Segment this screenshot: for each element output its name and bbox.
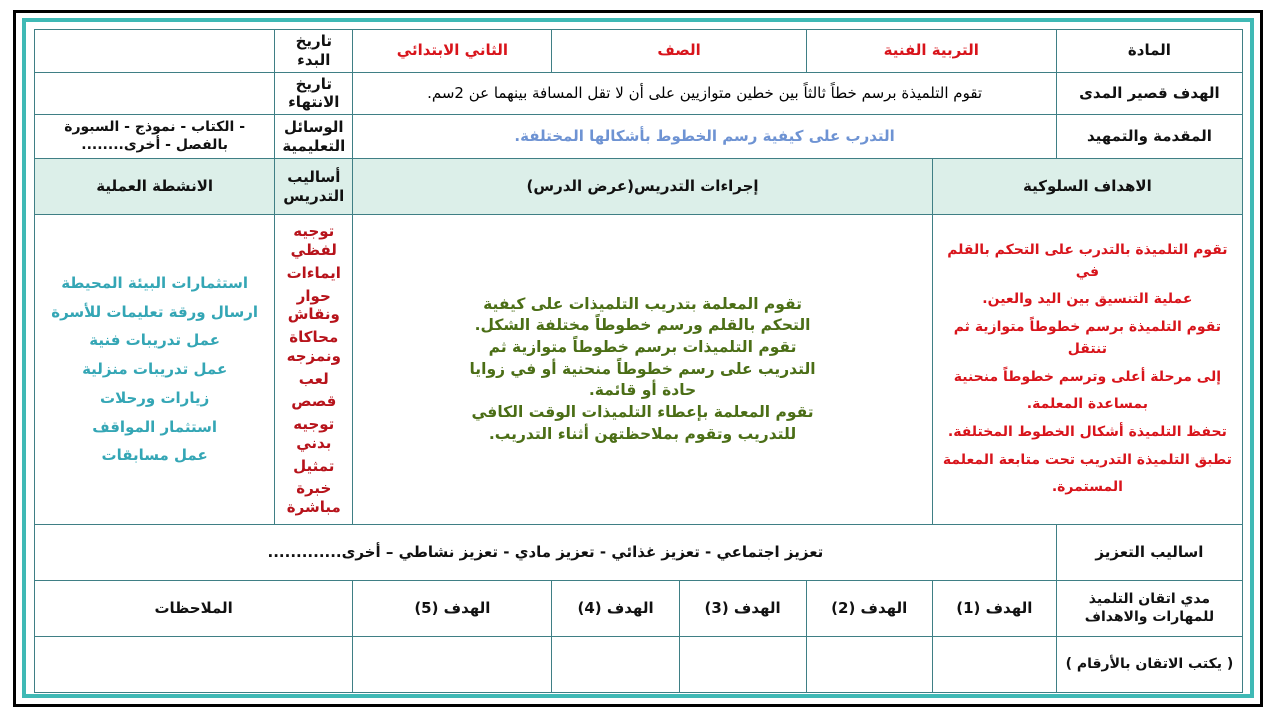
start-date-label: تاريخ البدء bbox=[275, 30, 353, 73]
method-item: خبرة مباشرة bbox=[286, 479, 341, 516]
procedures-cell bbox=[353, 215, 932, 525]
objective-line: بمساعدة المعلمة. bbox=[1026, 396, 1148, 413]
activity-item: استثمارات البيئة المحيطة bbox=[61, 273, 249, 292]
procedure-line: للتدريب وتقوم بملاحظتهن أثناء التدريب. bbox=[488, 424, 797, 443]
objective-line: المستمرة. bbox=[1051, 479, 1123, 496]
method-item: توجيه بدني bbox=[293, 415, 335, 452]
activity-item: عمل تدريبات فنية bbox=[89, 331, 220, 350]
activities-cell bbox=[35, 215, 275, 525]
remarks-value bbox=[35, 637, 353, 693]
procedure-line: تقوم المعلمة بإعطاء التلميذات الوقت الكافي bbox=[471, 403, 814, 422]
start-date-value bbox=[35, 30, 275, 73]
method-item: ايماءات bbox=[286, 263, 341, 282]
aids-value bbox=[35, 115, 275, 159]
objectives-cell bbox=[932, 215, 1242, 525]
method-item: تمثيل bbox=[293, 456, 335, 475]
mastery-goal-4: الهدف (4) bbox=[552, 581, 679, 637]
procedure-line: تقوم التلميذات برسم خطوطاً متوازية ثم bbox=[488, 337, 797, 356]
method-item: توجيه لفظي bbox=[290, 222, 337, 259]
objective-line: تقوم التلميذة برسم خطوطاً متوازية ثم تنتقل bbox=[953, 319, 1222, 357]
procedure-line: التحكم بالقلم ورسم خطوطاً مختلفة الشكل. bbox=[474, 316, 811, 335]
objective-line: تطبق التلميذة التدريب تحت متابعة المعلمة bbox=[942, 451, 1232, 468]
mastery-goal-5: الهدف (5) bbox=[353, 581, 552, 637]
activity-item: زيارات ورحلات bbox=[100, 388, 210, 407]
aids-line-1: - الكتاب - نموذج - السبورة bbox=[64, 119, 246, 135]
goal-label: الهدف قصير المدى bbox=[1056, 72, 1242, 115]
grade-label: الصف bbox=[552, 30, 806, 73]
goal-value: تقوم التلميذة برسم خطاً ثالثاً بين خطين متوازيين على أن لا تقل المسافة بينهما عن 2سم. bbox=[353, 72, 1057, 115]
intro-label: المقدمة والتمهيد bbox=[1056, 115, 1242, 159]
lesson-plan-table bbox=[34, 29, 1243, 693]
objective-line: عملية التنسيق بين اليد والعين. bbox=[982, 291, 1193, 308]
activity-item: استثمار المواقف bbox=[92, 417, 217, 436]
mastery-score-1 bbox=[932, 637, 1056, 693]
mastery-score-3 bbox=[679, 637, 806, 693]
mastery-goal-2: الهدف (2) bbox=[806, 581, 932, 637]
aids-line-2: بالفصل - أخرى........ bbox=[81, 136, 228, 153]
mastery-score-5 bbox=[353, 637, 552, 693]
intro-value: التدرب على كيفية رسم الخطوط بأشكالها المختلفة. bbox=[353, 115, 1057, 159]
methods-header: أساليب التدريس bbox=[275, 159, 353, 215]
activity-item: عمل تدريبات منزلية bbox=[82, 360, 228, 379]
procedure-line: التدريب على رسم خطوطاً منحنية أو في زوايا bbox=[469, 359, 816, 378]
mastery-goal-1: الهدف (1) bbox=[932, 581, 1056, 637]
mastery-score-4 bbox=[552, 637, 679, 693]
subject-value: التربية الفنية bbox=[806, 30, 1056, 73]
reinforcement-label: اساليب التعزيز bbox=[1056, 525, 1242, 581]
objectives-header: الاهداف السلوكية bbox=[932, 159, 1242, 215]
procedures-header: إجراءات التدريس(عرض الدرس) bbox=[353, 159, 932, 215]
activity-item: ارسال ورقة تعليمات للأسرة bbox=[51, 302, 259, 321]
mastery-goal-3: الهدف (3) bbox=[679, 581, 806, 637]
mastery-label: مدي اتقان التلميذ للمهارات والاهداف bbox=[1056, 581, 1242, 637]
mastery-score-2 bbox=[806, 637, 932, 693]
method-item: قصص bbox=[291, 392, 337, 411]
objective-line: إلى مرحلة أعلى وترسم خطوطاً منحنية bbox=[953, 368, 1222, 385]
end-date-value bbox=[35, 72, 275, 115]
method-item: حوار ونقاش bbox=[287, 286, 340, 324]
activities-header: الانشطة العملية bbox=[35, 159, 275, 215]
procedure-line: تقوم المعلمة بتدريب التلميذات على كيفية bbox=[483, 294, 802, 313]
method-item: محاكاة ونمزجه bbox=[286, 328, 341, 365]
aids-label: الوسائل التعليمية bbox=[275, 115, 353, 159]
methods-cell bbox=[275, 215, 353, 525]
objective-line: تقوم التلميذة بالتدرب على التحكم بالقلم في bbox=[947, 242, 1228, 280]
reinforcement-value: تعزيز اجتماعي - تعزيز غذائي - تعزيز مادي - تعزيز نشاطي – أخرى............. bbox=[35, 525, 1057, 581]
objective-line: تحفظ التلميذة أشكال الخطوط المختلفة. bbox=[947, 423, 1227, 440]
activity-item: عمل مسابقات bbox=[101, 446, 208, 465]
subject-label: المادة bbox=[1056, 30, 1242, 73]
method-item: لعب bbox=[298, 369, 329, 388]
end-date-label: تاريخ الانتهاء bbox=[275, 72, 353, 115]
remarks-label: الملاحظات bbox=[35, 581, 353, 637]
mastery-note: ( يكتب الاتقان بالأرقام ) bbox=[1056, 637, 1242, 693]
procedure-line: حادة أو قائمة. bbox=[588, 381, 697, 400]
grade-value: الثاني الابتدائي bbox=[353, 30, 552, 73]
